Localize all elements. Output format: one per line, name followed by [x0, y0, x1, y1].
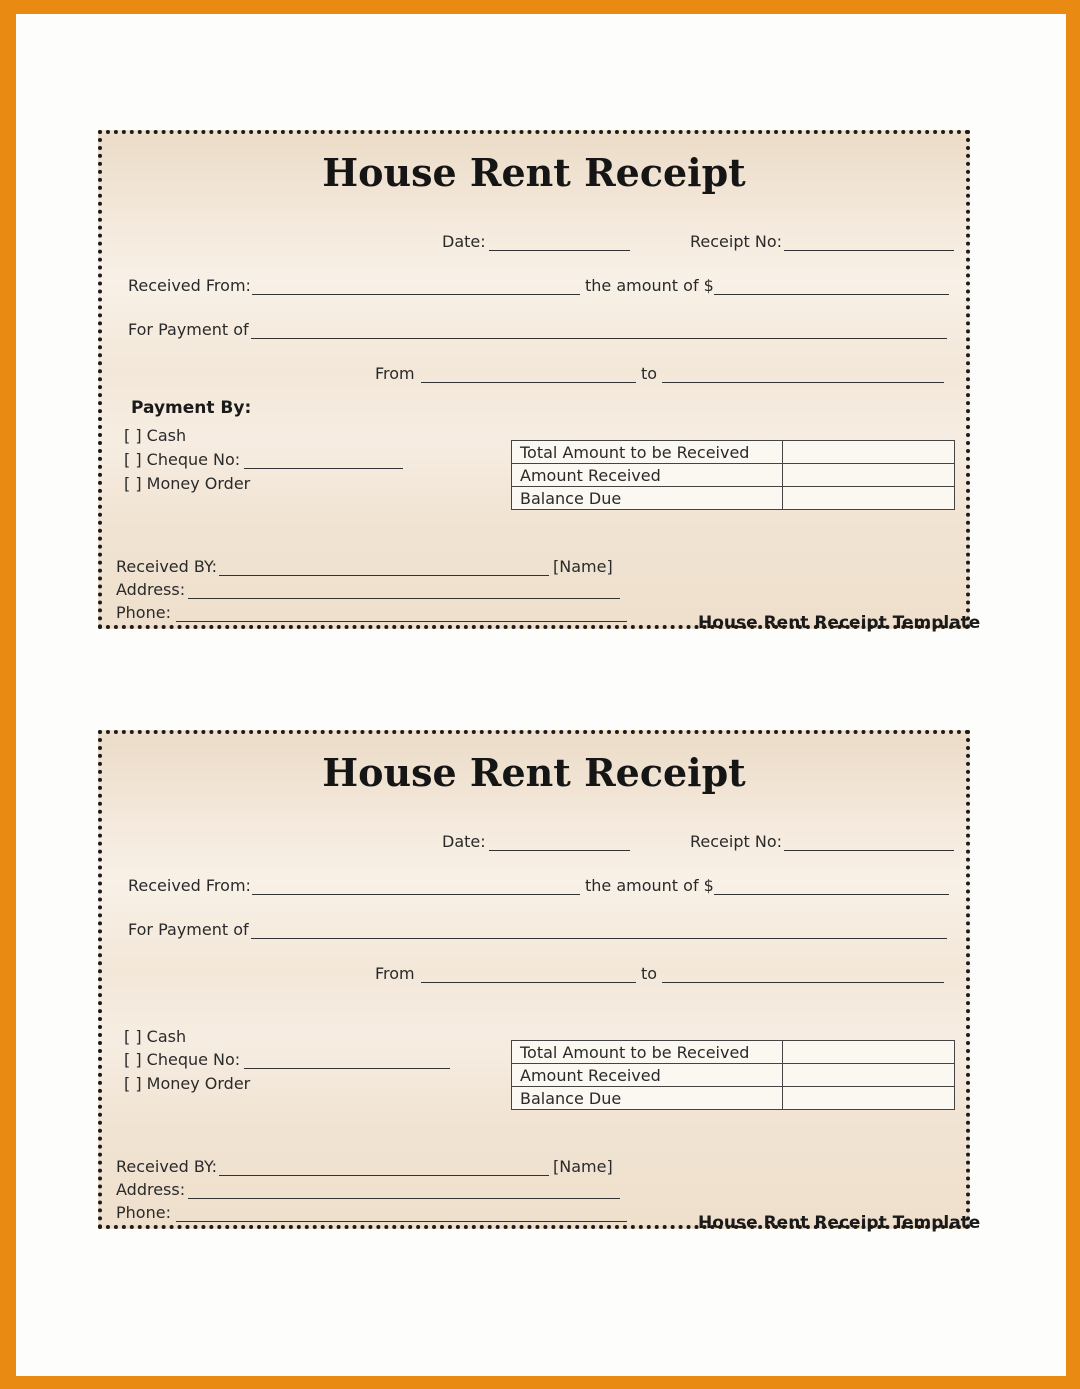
address-field[interactable]	[188, 1198, 620, 1199]
balance-due-label: Balance Due	[512, 487, 783, 510]
table-row	[512, 441, 955, 464]
to-date-field[interactable]	[662, 382, 944, 383]
amount-received-label: Amount Received	[512, 464, 783, 487]
balance-due-label: Balance Due	[512, 1087, 783, 1110]
from-label: From	[375, 364, 415, 383]
received-from-label: Received From:	[128, 276, 251, 295]
table-row	[512, 487, 955, 510]
receipt-no-label: Receipt No:	[690, 232, 782, 251]
money-order-checkbox[interactable]: [ ] Money Order	[124, 1074, 251, 1093]
address-field[interactable]	[188, 598, 620, 599]
to-label: to	[641, 964, 658, 983]
name-label: [Name]	[553, 557, 613, 576]
footer-title: House Rent Receipt Template	[698, 613, 981, 633]
cash-checkbox[interactable]: [ ] Cash	[124, 1027, 187, 1046]
from-date-field[interactable]	[421, 382, 636, 383]
amounts-table	[511, 1040, 955, 1110]
amount-label: the amount of $	[585, 876, 714, 895]
table-row	[512, 1041, 955, 1064]
receipt-2	[98, 730, 981, 1233]
to-label: to	[641, 364, 658, 383]
for-payment-label: For Payment of	[128, 920, 249, 939]
received-from-field[interactable]	[252, 294, 580, 295]
table-row	[512, 464, 955, 487]
address-label: Address:	[116, 580, 186, 599]
date-label: Date:	[442, 832, 486, 851]
table-row	[512, 1064, 955, 1087]
receipt-no-field[interactable]	[784, 250, 954, 251]
cheque-checkbox[interactable]: [ ] Cheque No:	[124, 450, 241, 469]
date-field[interactable]	[489, 250, 630, 251]
receipt-title: House Rent Receipt	[322, 750, 746, 795]
received-from-field[interactable]	[252, 894, 580, 895]
cheque-no-field[interactable]	[244, 468, 403, 469]
date-label: Date:	[442, 232, 486, 251]
receipt-title: House Rent Receipt	[322, 150, 746, 195]
payment-by-heading: Payment By:	[131, 398, 252, 418]
amount-field[interactable]	[714, 294, 949, 295]
receipt-no-label: Receipt No:	[690, 832, 782, 851]
for-payment-label: For Payment of	[128, 320, 249, 339]
received-from-label: Received From:	[128, 876, 251, 895]
phone-field[interactable]	[176, 1221, 627, 1222]
cheque-no-field[interactable]	[244, 1068, 450, 1069]
page	[16, 14, 1066, 1376]
received-by-field[interactable]	[219, 1175, 549, 1176]
total-amount-value[interactable]	[783, 1041, 955, 1064]
from-date-field[interactable]	[421, 982, 636, 983]
balance-due-value[interactable]	[783, 487, 955, 510]
received-by-label: Received BY:	[116, 1157, 218, 1176]
phone-field[interactable]	[176, 621, 627, 622]
receipt-1	[98, 130, 981, 633]
total-amount-value[interactable]	[783, 441, 955, 464]
amounts-table	[511, 440, 955, 510]
received-by-field[interactable]	[219, 575, 549, 576]
amount-received-value[interactable]	[783, 464, 955, 487]
for-payment-field[interactable]	[251, 938, 947, 939]
name-label: [Name]	[553, 1157, 613, 1176]
total-amount-label: Total Amount to be Received	[512, 1041, 783, 1064]
total-amount-label: Total Amount to be Received	[512, 441, 783, 464]
date-field[interactable]	[489, 850, 630, 851]
amount-label: the amount of $	[585, 276, 714, 295]
amount-received-value[interactable]	[783, 1064, 955, 1087]
money-order-checkbox[interactable]: [ ] Money Order	[124, 474, 251, 493]
cash-checkbox[interactable]: [ ] Cash	[124, 426, 187, 445]
from-label: From	[375, 964, 415, 983]
amount-received-label: Amount Received	[512, 1064, 783, 1087]
received-by-label: Received BY:	[116, 557, 218, 576]
receipt-no-field[interactable]	[784, 850, 954, 851]
phone-label: Phone:	[116, 1203, 171, 1222]
amount-field[interactable]	[714, 894, 949, 895]
phone-label: Phone:	[116, 603, 171, 622]
address-label: Address:	[116, 1180, 186, 1199]
table-row	[512, 1087, 955, 1110]
to-date-field[interactable]	[662, 982, 944, 983]
balance-due-value[interactable]	[783, 1087, 955, 1110]
footer-title: House Rent Receipt Template	[698, 1213, 981, 1233]
cheque-checkbox[interactable]: [ ] Cheque No:	[124, 1050, 241, 1069]
for-payment-field[interactable]	[251, 338, 947, 339]
